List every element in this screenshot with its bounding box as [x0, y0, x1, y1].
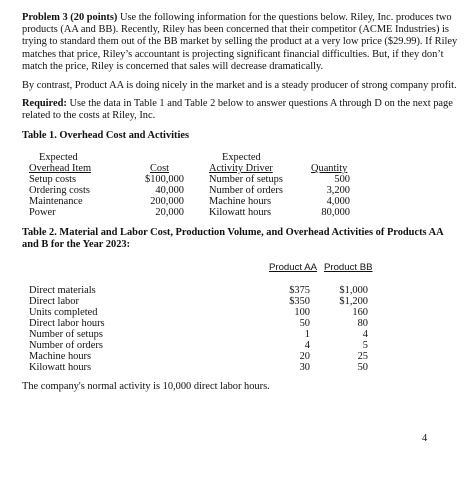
- table1-header-item-line1: Expected: [39, 152, 78, 163]
- table2-bb-value: 160: [352, 307, 368, 318]
- table2-label: Kilowatt hours: [29, 362, 92, 373]
- required-label: Required:: [22, 98, 67, 109]
- table1-item: Maintenance: [29, 196, 83, 207]
- table2-label: Number of setups: [29, 329, 103, 340]
- table2-bb-value: 80: [357, 318, 368, 329]
- table1-driver: Kilowatt hours: [209, 207, 272, 218]
- table1-header-item-line2: Overhead Item: [29, 163, 92, 174]
- table1-item: Power: [29, 207, 56, 218]
- contrast-paragraph: By contrast, Product AA is doing nicely in the market and is a steady producer of strong company profit.: [22, 80, 457, 91]
- table2-label: Direct materials: [29, 285, 96, 296]
- table1-title: Table 1. Overhead Cost and Activities: [22, 130, 190, 141]
- table2-bb-value: $1,200: [339, 296, 368, 307]
- page-number: 4: [422, 433, 428, 444]
- table2-bb-value: 50: [357, 362, 368, 373]
- table2-bb-value: 4: [362, 329, 368, 340]
- required-paragraph: [22, 98, 458, 122]
- table2-bb-value: 25: [357, 351, 368, 362]
- problem-intro: Use the following information for the questions below. Riley, Inc. produces two products (AA and BB). Recently, Riley has been concerned that their competitor (ACME Industries) is trying to standard them out of the BB market by selling the product at a very low price ($29.99). If Riley matches that price, Riley’s accountant is projecting significant financial difficulties. But, if they don’t match the price, Riley is concerned that sales will decrease dramatically.: [22, 12, 458, 72]
- table1-cost: 20,000: [155, 207, 184, 218]
- table2-header-bb: Product BB: [324, 262, 373, 273]
- table2-aa-value: 1: [304, 329, 310, 340]
- table2-aa-value: 30: [299, 362, 310, 373]
- table1-cost: $100,000: [145, 174, 184, 185]
- table2-aa-value: 20: [299, 351, 310, 362]
- required-text: Use the data in Table 1 and Table 2 below to answer questions A through D on the next page related to the costs at Riley, Inc.: [22, 98, 453, 122]
- table2-label: Units completed: [29, 307, 98, 318]
- table2-label: Number of orders: [29, 340, 103, 351]
- table2-label: Direct labor: [29, 296, 79, 307]
- table2-bb-value: 5: [362, 340, 368, 351]
- table1-driver: Machine hours: [209, 196, 272, 207]
- table2-title: Table 2. Material and Labor Cost, Production Volume, and Overhead Activities of Products AA and B for the Year 2023:: [22, 227, 444, 251]
- normal-activity-note: The company's normal activity is 10,000 direct labor hours.: [22, 381, 270, 392]
- table1-header-driver-line1: Expected: [222, 152, 261, 163]
- table2-aa-value: $350: [289, 296, 310, 307]
- table2-label: Direct labor hours: [29, 318, 105, 329]
- table2-label: Machine hours: [29, 351, 92, 362]
- table1-item: Setup costs: [29, 174, 77, 185]
- problem-heading: Problem 3 (20 points): [22, 12, 118, 23]
- table1-cost: 200,000: [150, 196, 184, 207]
- table2-aa-value: 50: [299, 318, 310, 329]
- table1-header-driver-line2: Activity Driver: [209, 163, 273, 174]
- table1-header-quantity: Quantity: [311, 163, 348, 174]
- table1-quantity: 80,000: [321, 207, 350, 218]
- table2-aa-value: $375: [289, 285, 310, 296]
- table2-bb-value: $1,000: [339, 285, 368, 296]
- table1-quantity: 3,200: [326, 185, 350, 196]
- table1-item: Ordering costs: [29, 185, 90, 196]
- table1-quantity: 4,000: [326, 196, 350, 207]
- table1-header-cost: Cost: [150, 163, 170, 174]
- table1-quantity: 500: [334, 174, 350, 185]
- table1-driver: Number of orders: [209, 185, 283, 196]
- table1-cost: 40,000: [155, 185, 184, 196]
- table1-driver: Number of setups: [209, 174, 283, 185]
- table2-aa-value: 100: [294, 307, 310, 318]
- table2-aa-value: 4: [304, 340, 310, 351]
- table2-header-aa: Product AA: [269, 262, 317, 273]
- problem-statement: [22, 12, 458, 73]
